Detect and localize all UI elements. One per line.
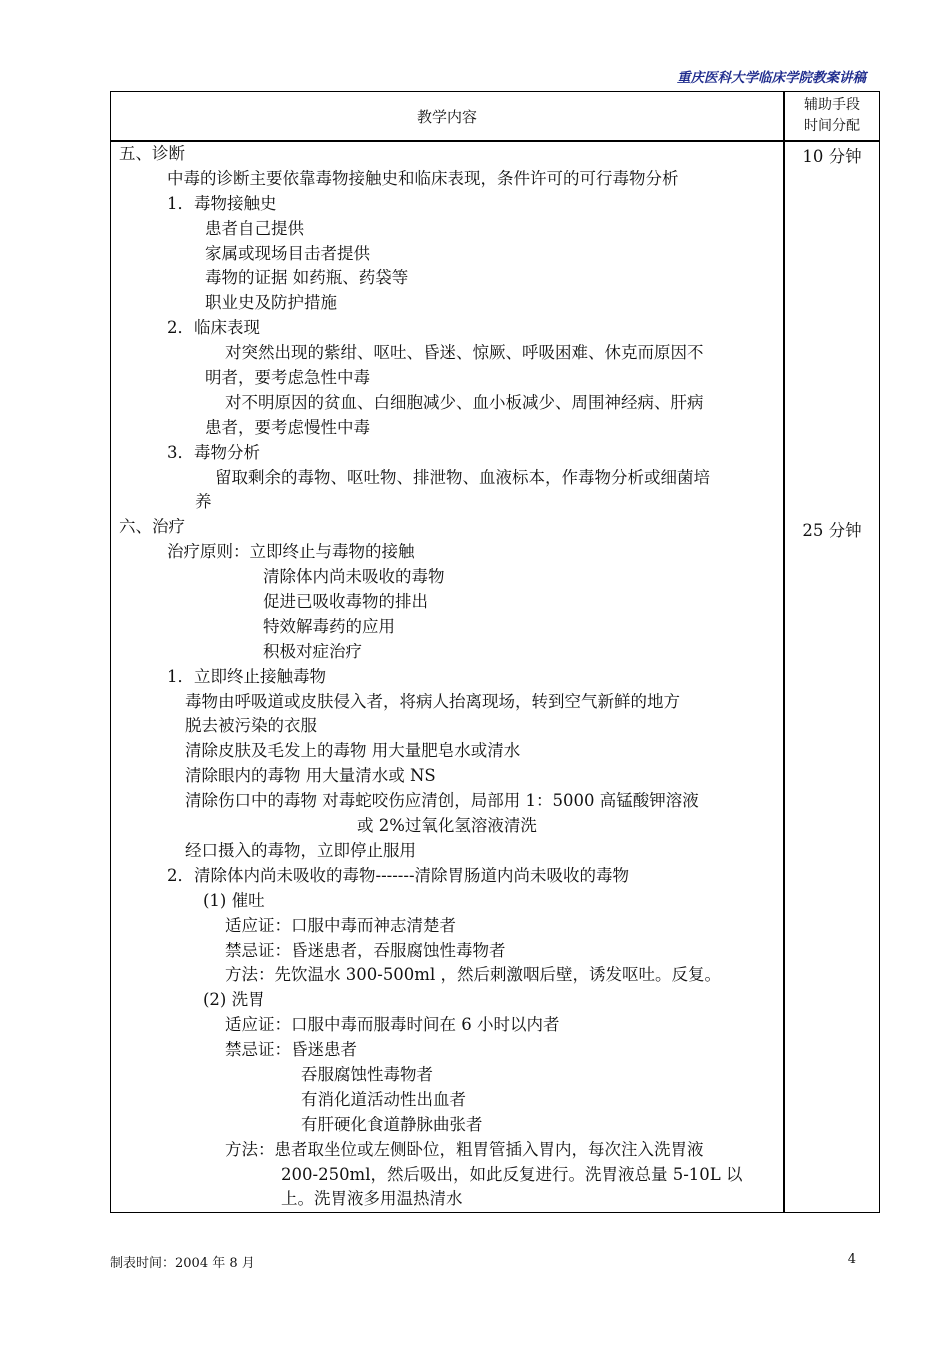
content-line: 清除体内尚未吸收的毒物 <box>263 567 445 587</box>
content-line: 脱去被污染的衣服 <box>185 716 317 736</box>
column-header-aux <box>785 92 879 140</box>
content-line: 家属或现场目击者提供 <box>205 243 370 263</box>
lesson-table <box>110 91 880 1213</box>
content-line: 清除眼内的毒物 用大量清水或 NS <box>185 766 436 786</box>
content-line: 方法：先饮温水 300-500ml ，然后刺激咽后壁，诱发呕吐。反复。 <box>225 965 721 985</box>
content-line: 养 <box>195 492 212 512</box>
content-line: 3．毒物分析 <box>167 442 260 462</box>
content-line: 2．临床表现 <box>167 318 260 338</box>
content-line: 对突然出现的紫绀、呕吐、昏迷、惊厥、呼吸困难、休克而原因不 <box>225 343 704 363</box>
content-line: 适应证：口服中毒而服毒时间在 6 小时以内者 <box>225 1015 560 1035</box>
content-line: 1．立即终止接触毒物 <box>167 666 326 686</box>
time-allocation: 10 分钟 <box>802 147 862 166</box>
content-line: 有肝硬化食道静脉曲张者 <box>301 1114 483 1134</box>
content-line: 适应证：口服中毒而神志清楚者 <box>225 915 456 935</box>
content-line: (2) 洗胃 <box>203 990 265 1010</box>
content-line: 毒物的证据 如药瓶、药袋等 <box>205 268 409 288</box>
content-line: 对不明原因的贫血、白细胞减少、血小板减少、周围神经病、肝病 <box>225 392 704 412</box>
content-line: 有消化道活动性出血者 <box>301 1089 466 1109</box>
content-line: 积极对症治疗 <box>263 641 362 661</box>
content-line: (1) 催吐 <box>203 890 265 910</box>
content-line: 特效解毒药的应用 <box>263 616 395 636</box>
content-line: 1．毒物接触史 <box>167 193 277 213</box>
content-line: 明者，要考虑急性中毒 <box>205 368 370 388</box>
content-line: 留取剩余的毒物、呕吐物、排泄物、血液标本，作毒物分析或细菌培 <box>215 467 710 487</box>
content-line: 毒物由呼吸道或皮肤侵入者，将病人抬离现场，转到空气新鲜的地方 <box>185 691 680 711</box>
content-line: 五、诊断 <box>119 144 185 163</box>
footer-date: 制表时间：2004 年 8 月 <box>110 1256 255 1271</box>
content-line: 经口摄入的毒物，立即停止服用 <box>185 840 416 860</box>
page-number: 4 <box>847 1252 856 1267</box>
column-header-aux-line1: 辅助手段 <box>804 97 860 113</box>
column-header-content: 教学内容 <box>416 107 477 126</box>
teaching-content <box>111 142 783 1212</box>
content-line: 促进已吸收毒物的排出 <box>263 592 428 612</box>
content-line: 职业史及防护措施 <box>205 293 337 313</box>
content-line: 2．清除体内尚未吸收的毒物-------清除胃肠道内尚未吸收的毒物 <box>167 865 630 885</box>
content-line: 中毒的诊断主要依靠毒物接触史和临床表现，条件许可的可行毒物分析 <box>167 168 679 188</box>
content-line: 六、治疗 <box>119 517 185 537</box>
content-line: 患者自己提供 <box>205 218 304 238</box>
content-line: 清除伤口中的毒物 对毒蛇咬伤应清创，局部用 1：5000 高锰酸钾溶液 <box>185 791 699 811</box>
content-line: 或 2%过氧化氢溶液清洗 <box>357 816 537 836</box>
content-line: 禁忌证：昏迷患者 <box>225 1040 357 1060</box>
content-line: 方法：患者取坐位或左侧卧位，粗胃管插入胃内，每次注入洗胃液 <box>225 1139 704 1159</box>
content-line: 患者，要考虑慢性中毒 <box>205 417 370 437</box>
content-line: 上。洗胃液多用温热清水 <box>281 1189 463 1209</box>
content-line: 200-250ml，然后吸出，如此反复进行。洗胃液总量 5-10L 以 <box>281 1164 743 1184</box>
document-header-title: 重庆医科大学临床学院教案讲稿 <box>677 70 866 86</box>
column-header-aux-line2: 时间分配 <box>804 118 860 134</box>
content-line: 禁忌证：昏迷患者，吞服腐蚀性毒物者 <box>225 940 506 960</box>
time-allocation: 25 分钟 <box>802 520 862 540</box>
column-divider <box>783 92 785 1212</box>
content-line: 治疗原则：立即终止与毒物的接触 <box>167 542 415 562</box>
content-line: 吞服腐蚀性毒物者 <box>301 1064 433 1084</box>
content-line: 清除皮肤及毛发上的毒物 用大量肥皂水或清水 <box>185 741 521 761</box>
